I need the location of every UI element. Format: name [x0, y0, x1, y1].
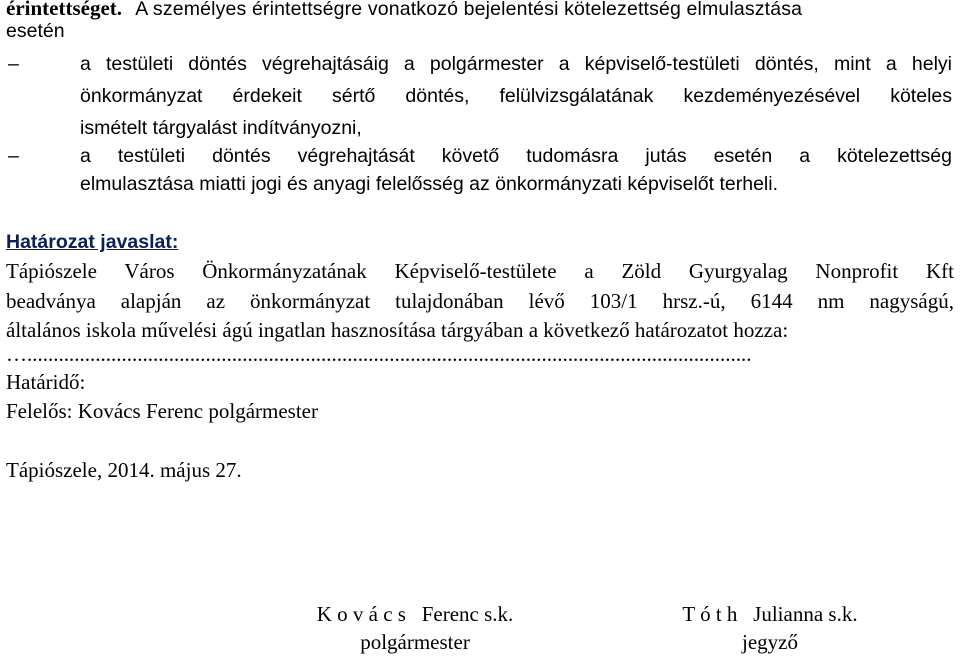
place-date: Tápiószele, 2014. május 27.	[6, 458, 242, 482]
bullet-1-line-2: önkormányzat érdekeit sértő döntés, felülvizsgálatának kezdeményezésével köteles	[80, 85, 952, 107]
bullet-2-line-1: a testületi döntés végrehajtását követő tudomásra jutás esetén a kötelezettség	[80, 145, 952, 167]
responsible-line: Felelős: Kovács Ferenc polgármester	[6, 399, 318, 423]
signature-mayor-title: polgármester	[360, 630, 470, 654]
bullet-1-line-1: a testületi döntés végrehajtásáig a polgármester a képviselő-testületi döntés, mint a helyi	[80, 53, 952, 75]
bullet-1-line-3: ismételt tárgyalást indítványozni,	[80, 117, 362, 139]
bullet-dash-2: –	[8, 145, 19, 167]
dotted-placeholder-line: …..........................................................................................................................................	[6, 342, 752, 366]
signature-notary-name: T ó t h Julianna s.k.	[682, 602, 858, 626]
resolution-line-1: Tápiószele Város Önkormányzatának Képviselő-testülete a Zöld Gyurgyalag Nonprofit Kft	[6, 259, 954, 283]
bullet-2-line-2: elmulasztása miatti jogi és anyagi felelősség az önkormányzati képviselőt terheli.	[80, 173, 779, 195]
intro-line-1	[6, 0, 954, 21]
signature-mayor-name: K o v á c s Ferenc s.k.	[316, 602, 514, 626]
resolution-line-3: általános iskola művelési ágú ingatlan hasznosítása tárgyában a következő határozatot hozza:	[6, 318, 789, 342]
intro-bold-start: érintettséget.	[6, 0, 123, 20]
signature-notary-title: jegyző	[742, 630, 798, 654]
resolution-line-2: beadványa alapján az önkormányzat tulajdonában lévő 103/1 hrsz.-ú, 6144 nm nagyságú,	[6, 289, 954, 313]
bullet-dash-1: –	[8, 53, 19, 75]
intro-line-1-text: A személyes érintettségre vonatkozó bejelentési kötelezettség elmulasztása	[135, 0, 803, 20]
deadline-label: Határidő:	[6, 370, 86, 394]
resolution-heading: Határozat javaslat:	[6, 231, 179, 253]
intro-line-2: esetén	[6, 20, 65, 42]
